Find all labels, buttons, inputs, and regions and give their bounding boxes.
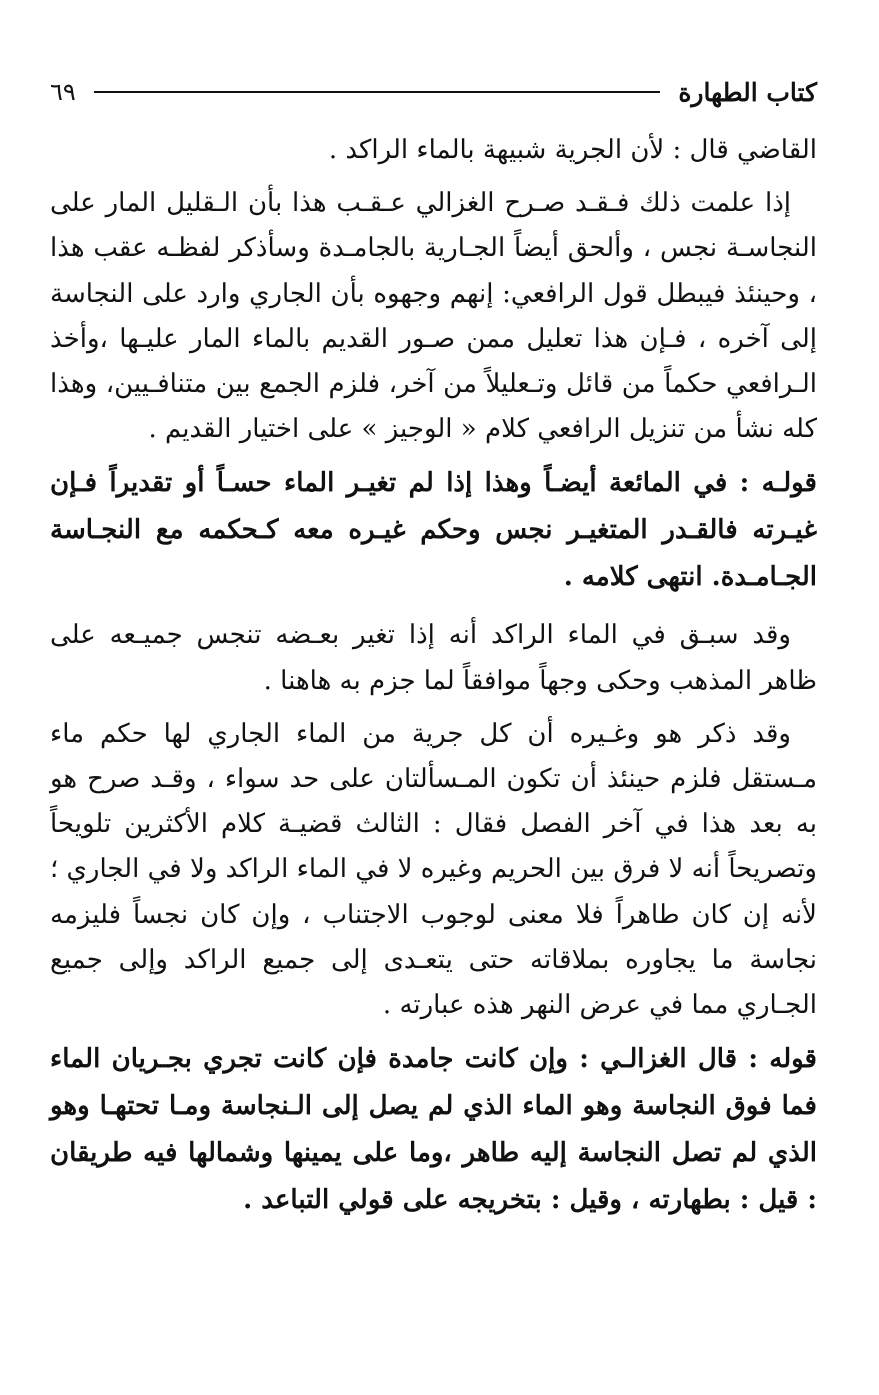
page-header (50, 72, 817, 112)
paragraph-4: وقد سبـق في الماء الراكد أنه إذا تغير بعـضه تنجس جميـعه على ظاهر المذهب وحكى وجهاً موافقاً لما جزم به هاهنا . (50, 620, 817, 696)
paragraph-1: القاضي قال : لأن الجرية شبيهة بالماء الراكد . (328, 135, 817, 165)
header-rule (94, 91, 661, 93)
page-number: ٦٩ (50, 78, 76, 106)
paragraph-2: إذا علمت ذلك فـقـد صـرح الغزالي عـقـب هذا بأن الـقليل المار على النجاسـة نجس ، وألحق أيضاً الجـارية بالجامـدة وسأذكر لفظـه عقب هذا ، وحينئذ فيبطل قول الرافعي: إنهم وجهوه بأن الجاري وارد على النجاسة إلى آخره ، فـإن هذا تعليل ممن صـور القديم بالماء المار عليـها ،وأخذ الـرافعي حكماً من قائل وتـعليلاً من آخر، فلزم الجمع بين متنافـيين، وهذا كله نشأ من تنزيل الرافعي كلام « الوجيز » على اختيار القديم . (50, 188, 817, 445)
paragraph-5: وقد ذكر هو وغـيره أن كل جرية من الماء الجاري لها حكم ماء مـستقل فلزم حينئذ أن تكون المـسألتان على حد سواء ، وقـد صرح هو به بعد هذا في آخر الفصل فقال : الثالث قضيـة كلام الأكثرين تلويحاً وتصريحاً أنه لا فرق بين الحريم وغيره لا في الماء الراكد ولا في الجاري ؛ لأنه إن كان طاهراً فلا معنى لوجوب الاجتناب ، وإن كان نجساً فليزمه نجاسة ما يجاوره بملاقاته حتى يتعـدى إلى جميع الراكد وإلى جميع الجـاري مما في عرض النهر هذه عبارته . (50, 718, 817, 1021)
running-title: كتاب الطهارة (678, 77, 817, 107)
paragraph-3-quote: قولـه : في المائعة أيضـاً وهذا إذا لم تغيـر الماء حسـاً أو تقديراً فـإن غيـرته فالقـدر المتغيـر نجس وحكم غيـره معه كـحكمه مع النجـاسة الجـامـدة. انتهى كلامه . (50, 468, 817, 593)
body-text (50, 128, 817, 1236)
paragraph-6-quote: قوله : قال الغزالـي : وإن كانت جامدة فإن كانت تجري بجـريان الماء فما فوق النجاسة وهو الماء الذي لم يصل إلى الـنجاسة ومـا تحتهـا وهو الذي لم تصل النجاسة إليه طاهر ،وما على يمينها وشمالها فيه طريقان : قيل : بطهارته ، وقيل : بتخريجه على قولي التباعد . (50, 1044, 817, 1216)
